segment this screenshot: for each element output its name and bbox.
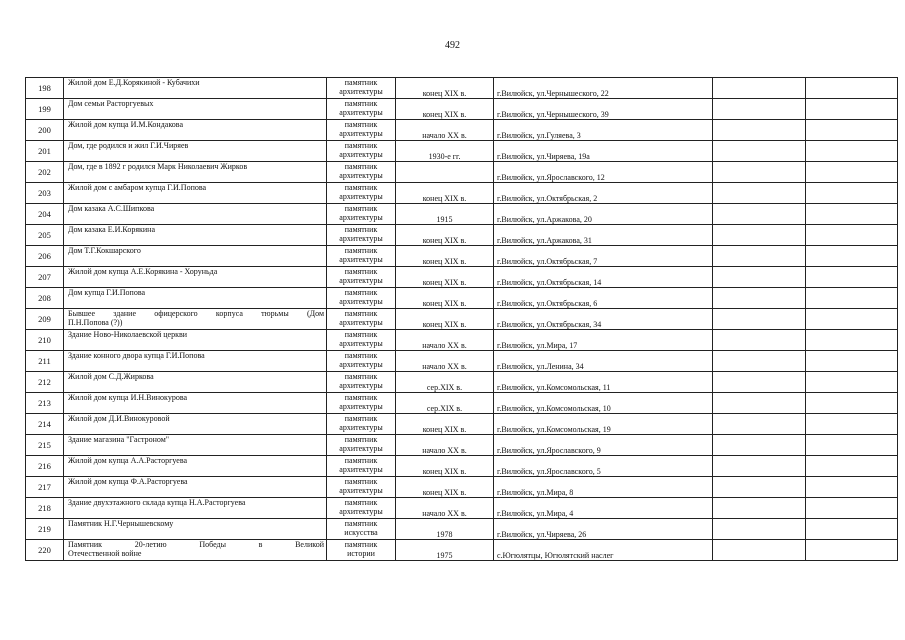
category-line2: искусства	[344, 528, 378, 537]
category-line2: архитектуры	[339, 150, 383, 159]
empty-cell	[713, 393, 806, 414]
category-line1: памятник	[344, 351, 378, 360]
category-line1: памятник	[344, 414, 378, 423]
monument-address: г.Вилюйск, ул.Гуляева, 3	[494, 120, 713, 141]
empty-cell	[806, 78, 898, 99]
empty-cell	[806, 540, 898, 561]
category-line1: памятник	[344, 99, 378, 108]
category-line1: памятник	[344, 498, 378, 507]
monument-name: Жилой дом Д.И.Винокуровой	[64, 414, 327, 435]
table-row	[26, 456, 898, 477]
monument-address: г.Вилюйск, ул.Чиряева, 26	[494, 519, 713, 540]
empty-cell	[713, 225, 806, 246]
table-row	[26, 246, 898, 267]
monument-date: сер.XIX в.	[396, 372, 494, 393]
monument-date: начало XX в.	[396, 435, 494, 456]
monument-date: 1930-е гг.	[396, 141, 494, 162]
monument-address: г.Вилюйск, ул.Чернышеского, 22	[494, 78, 713, 99]
table-row	[26, 309, 898, 330]
table-row	[26, 372, 898, 393]
row-number: 218	[26, 498, 64, 519]
category-line2: архитектуры	[339, 381, 383, 390]
monument-category	[327, 372, 396, 393]
category-line2: архитектуры	[339, 507, 383, 516]
monument-category	[327, 498, 396, 519]
empty-cell	[806, 183, 898, 204]
page-number: 492	[445, 40, 460, 51]
empty-cell	[806, 477, 898, 498]
empty-cell	[713, 288, 806, 309]
empty-cell	[806, 99, 898, 120]
monument-category	[327, 435, 396, 456]
empty-cell	[713, 246, 806, 267]
table-row	[26, 183, 898, 204]
monument-category	[327, 477, 396, 498]
row-number: 217	[26, 477, 64, 498]
empty-cell	[713, 330, 806, 351]
category-line2: архитектуры	[339, 255, 383, 264]
category-line2: архитектуры	[339, 276, 383, 285]
monument-date: начало XX в.	[396, 330, 494, 351]
empty-cell	[713, 78, 806, 99]
monument-date: 1978	[396, 519, 494, 540]
category-line2: истории	[347, 549, 375, 558]
empty-cell	[806, 162, 898, 183]
monument-name-line2: Отечественной войне	[68, 549, 142, 558]
empty-cell	[806, 498, 898, 519]
row-number: 210	[26, 330, 64, 351]
category-line1: памятник	[344, 519, 378, 528]
monument-address: г.Вилюйск, ул.Комсомольская, 10	[494, 393, 713, 414]
empty-cell	[713, 204, 806, 225]
monument-date: 1915	[396, 204, 494, 225]
monument-date: конец XIX в.	[396, 246, 494, 267]
category-line2: архитектуры	[339, 234, 383, 243]
monument-date: конец XIX в.	[396, 183, 494, 204]
monument-address: г.Вилюйск, ул.Ярославского, 12	[494, 162, 713, 183]
monument-date: конец XIX в.	[396, 456, 494, 477]
empty-cell	[713, 99, 806, 120]
category-line1: памятник	[344, 246, 378, 255]
monument-category	[327, 99, 396, 120]
empty-cell	[713, 162, 806, 183]
monument-name: Дом казака А.С.Шипкова	[64, 204, 327, 225]
category-line1: памятник	[344, 540, 378, 549]
category-line1: памятник	[344, 183, 378, 192]
row-number: 203	[26, 183, 64, 204]
category-line2: архитектуры	[339, 192, 383, 201]
category-line2: архитектуры	[339, 129, 383, 138]
monument-category	[327, 540, 396, 561]
category-line1: памятник	[344, 267, 378, 276]
category-line1: памятник	[344, 225, 378, 234]
row-number: 201	[26, 141, 64, 162]
empty-cell	[806, 267, 898, 288]
table-row	[26, 141, 898, 162]
empty-cell	[713, 183, 806, 204]
empty-cell	[806, 393, 898, 414]
monument-address: г.Вилюйск, ул.Аржакова, 31	[494, 225, 713, 246]
table-row	[26, 225, 898, 246]
monument-category	[327, 78, 396, 99]
monument-category	[327, 141, 396, 162]
empty-cell	[713, 309, 806, 330]
monument-name: Здание конного двора купца Г.И.Попова	[64, 351, 327, 372]
category-line2: архитектуры	[339, 486, 383, 495]
row-number: 219	[26, 519, 64, 540]
empty-cell	[806, 414, 898, 435]
empty-cell	[713, 120, 806, 141]
monument-category	[327, 162, 396, 183]
category-line1: памятник	[344, 162, 378, 171]
category-line2: архитектуры	[339, 339, 383, 348]
row-number: 202	[26, 162, 64, 183]
empty-cell	[806, 435, 898, 456]
row-number: 216	[26, 456, 64, 477]
category-line2: архитектуры	[339, 444, 383, 453]
monument-name: Памятник Н.Г.Чернышевскому	[64, 519, 327, 540]
monument-category	[327, 414, 396, 435]
monument-date: конец XIX в.	[396, 288, 494, 309]
monument-name: Дом казака Е.И.Корякина	[64, 225, 327, 246]
monument-name: Жилой дом С.Д.Жиркова	[64, 372, 327, 393]
monument-name	[64, 309, 327, 330]
monument-name: Жилой дом купца А.А.Расторгуева	[64, 456, 327, 477]
monument-name-line1: Бывшее здание офицерского корпуса тюрьмы (Дом	[68, 309, 324, 318]
monument-date: конец XIX в.	[396, 309, 494, 330]
monument-name: Жилой дом купца А.Е.Корякина - Хоруньда	[64, 267, 327, 288]
monument-name: Дом, где родился и жил Г.И.Чиряев	[64, 141, 327, 162]
monument-name-line2: П.Н.Попова (?))	[68, 318, 123, 327]
empty-cell	[713, 519, 806, 540]
monument-address: г.Вилюйск, ул.Мира, 4	[494, 498, 713, 519]
category-line2: архитектуры	[339, 360, 383, 369]
empty-cell	[713, 414, 806, 435]
monument-name	[64, 540, 327, 561]
category-line1: памятник	[344, 477, 378, 486]
monument-name: Дом Т.Г.Кокшарского	[64, 246, 327, 267]
category-line1: памятник	[344, 120, 378, 129]
monument-address: с.Югюлятцы, Югюлятский наслег	[494, 540, 713, 561]
empty-cell	[713, 267, 806, 288]
table-row	[26, 414, 898, 435]
empty-cell	[806, 309, 898, 330]
table-row	[26, 288, 898, 309]
table-row	[26, 393, 898, 414]
monument-category	[327, 393, 396, 414]
table-row	[26, 540, 898, 561]
monument-address: г.Вилюйск, ул.Комсомольская, 19	[494, 414, 713, 435]
table-row	[26, 519, 898, 540]
category-line1: памятник	[344, 456, 378, 465]
row-number: 209	[26, 309, 64, 330]
monument-address: г.Вилюйск, ул.Октябрьская, 7	[494, 246, 713, 267]
empty-cell	[713, 435, 806, 456]
monument-category	[327, 456, 396, 477]
empty-cell	[806, 351, 898, 372]
monument-address: г.Вилюйск, ул.Октябрьская, 2	[494, 183, 713, 204]
row-number: 200	[26, 120, 64, 141]
empty-cell	[713, 141, 806, 162]
monument-date: конец XIX в.	[396, 414, 494, 435]
row-number: 204	[26, 204, 64, 225]
monument-name: Дом, где в 1892 г родился Марк Николаевич Жирков	[64, 162, 327, 183]
empty-cell	[806, 141, 898, 162]
category-line1: памятник	[344, 204, 378, 213]
monument-address: г.Вилюйск, ул.Октябрьская, 34	[494, 309, 713, 330]
monument-name: Дом купца Г.И.Попова	[64, 288, 327, 309]
category-line1: памятник	[344, 288, 378, 297]
empty-cell	[713, 477, 806, 498]
category-line1: памятник	[344, 141, 378, 150]
empty-cell	[713, 372, 806, 393]
monument-address: г.Вилюйск, ул.Мира, 8	[494, 477, 713, 498]
category-line2: архитектуры	[339, 423, 383, 432]
row-number: 220	[26, 540, 64, 561]
row-number: 207	[26, 267, 64, 288]
monument-address: г.Вилюйск, ул.Октябрьская, 14	[494, 267, 713, 288]
category-line2: архитектуры	[339, 108, 383, 117]
row-number: 211	[26, 351, 64, 372]
monument-category	[327, 246, 396, 267]
monument-address: г.Вилюйск, ул.Ленина, 34	[494, 351, 713, 372]
table-row	[26, 477, 898, 498]
monument-date: начало XX в.	[396, 498, 494, 519]
monument-name: Жилой дом с амбаром купца Г.И.Попова	[64, 183, 327, 204]
monument-name-line1: Памятник 20-летию Победы в Великой	[68, 540, 324, 549]
category-line2: архитектуры	[339, 213, 383, 222]
row-number: 212	[26, 372, 64, 393]
monument-address: г.Вилюйск, ул.Ярославского, 5	[494, 456, 713, 477]
monument-address: г.Вилюйск, ул.Комсомольская, 11	[494, 372, 713, 393]
monument-name: Жилой дом купца Ф.А.Расторгуева	[64, 477, 327, 498]
table-row	[26, 351, 898, 372]
table-row	[26, 99, 898, 120]
monument-category	[327, 120, 396, 141]
category-line1: памятник	[344, 330, 378, 339]
monument-name: Здание Ново-Николаевской церкви	[64, 330, 327, 351]
monument-name: Жилой дом купца И.М.Кондакова	[64, 120, 327, 141]
monument-address: г.Вилюйск, ул.Чернышеского, 39	[494, 99, 713, 120]
monument-name: Здание двухэтажного склада купца Н.А.Расторгуева	[64, 498, 327, 519]
monument-category	[327, 225, 396, 246]
empty-cell	[713, 498, 806, 519]
monument-address: г.Вилюйск, ул.Чиряева, 19а	[494, 141, 713, 162]
empty-cell	[806, 330, 898, 351]
category-line2: архитектуры	[339, 402, 383, 411]
monument-date: конец XIX в.	[396, 225, 494, 246]
monument-address: г.Вилюйск, ул.Мира, 17	[494, 330, 713, 351]
table-row	[26, 120, 898, 141]
monument-date: конец XIX в.	[396, 99, 494, 120]
table-row	[26, 267, 898, 288]
empty-cell	[806, 120, 898, 141]
category-line2: архитектуры	[339, 465, 383, 474]
monument-category	[327, 351, 396, 372]
monument-date: сер.XIX в.	[396, 393, 494, 414]
monument-name: Жилой дом купца И.Н.Винокурова	[64, 393, 327, 414]
monument-name: Дом семьи Расторгуевых	[64, 99, 327, 120]
category-line1: памятник	[344, 435, 378, 444]
empty-cell	[806, 456, 898, 477]
category-line2: архитектуры	[339, 87, 383, 96]
category-line2: архитектуры	[339, 171, 383, 180]
monument-category	[327, 288, 396, 309]
monument-address: г.Вилюйск, ул.Октябрьская, 6	[494, 288, 713, 309]
table-row	[26, 330, 898, 351]
monument-date	[396, 162, 494, 183]
monuments-table	[25, 77, 898, 561]
monument-date: начало XX в.	[396, 120, 494, 141]
empty-cell	[806, 204, 898, 225]
empty-cell	[806, 288, 898, 309]
category-line1: памятник	[344, 393, 378, 402]
row-number: 214	[26, 414, 64, 435]
monument-address: г.Вилюйск, ул.Ярославского, 9	[494, 435, 713, 456]
row-number: 206	[26, 246, 64, 267]
monument-date: начало XX в.	[396, 351, 494, 372]
category-line1: памятник	[344, 78, 378, 87]
monument-category	[327, 267, 396, 288]
row-number: 198	[26, 78, 64, 99]
monument-category	[327, 309, 396, 330]
monument-date: конец XIX в.	[396, 78, 494, 99]
empty-cell	[806, 246, 898, 267]
table-row	[26, 162, 898, 183]
monument-address: г.Вилюйск, ул.Аржакова, 20	[494, 204, 713, 225]
empty-cell	[806, 372, 898, 393]
category-line2: архитектуры	[339, 297, 383, 306]
row-number: 208	[26, 288, 64, 309]
category-line1: памятник	[344, 309, 378, 318]
category-line2: архитектуры	[339, 318, 383, 327]
monument-category	[327, 183, 396, 204]
monument-name: Жилой дом Е.Д.Корякиной - Кубачихи	[64, 78, 327, 99]
empty-cell	[713, 540, 806, 561]
row-number: 213	[26, 393, 64, 414]
table-row	[26, 498, 898, 519]
monument-category	[327, 204, 396, 225]
monument-date: конец XIX в.	[396, 477, 494, 498]
row-number: 199	[26, 99, 64, 120]
table-row	[26, 204, 898, 225]
monument-date: конец XIX в.	[396, 267, 494, 288]
row-number: 215	[26, 435, 64, 456]
category-line1: памятник	[344, 372, 378, 381]
empty-cell	[713, 351, 806, 372]
monument-category	[327, 519, 396, 540]
empty-cell	[806, 519, 898, 540]
empty-cell	[806, 225, 898, 246]
monument-name: Здание магазина "Гастроном"	[64, 435, 327, 456]
monument-category	[327, 330, 396, 351]
empty-cell	[713, 456, 806, 477]
row-number: 205	[26, 225, 64, 246]
table-row	[26, 78, 898, 99]
monument-date: 1975	[396, 540, 494, 561]
table-row	[26, 435, 898, 456]
